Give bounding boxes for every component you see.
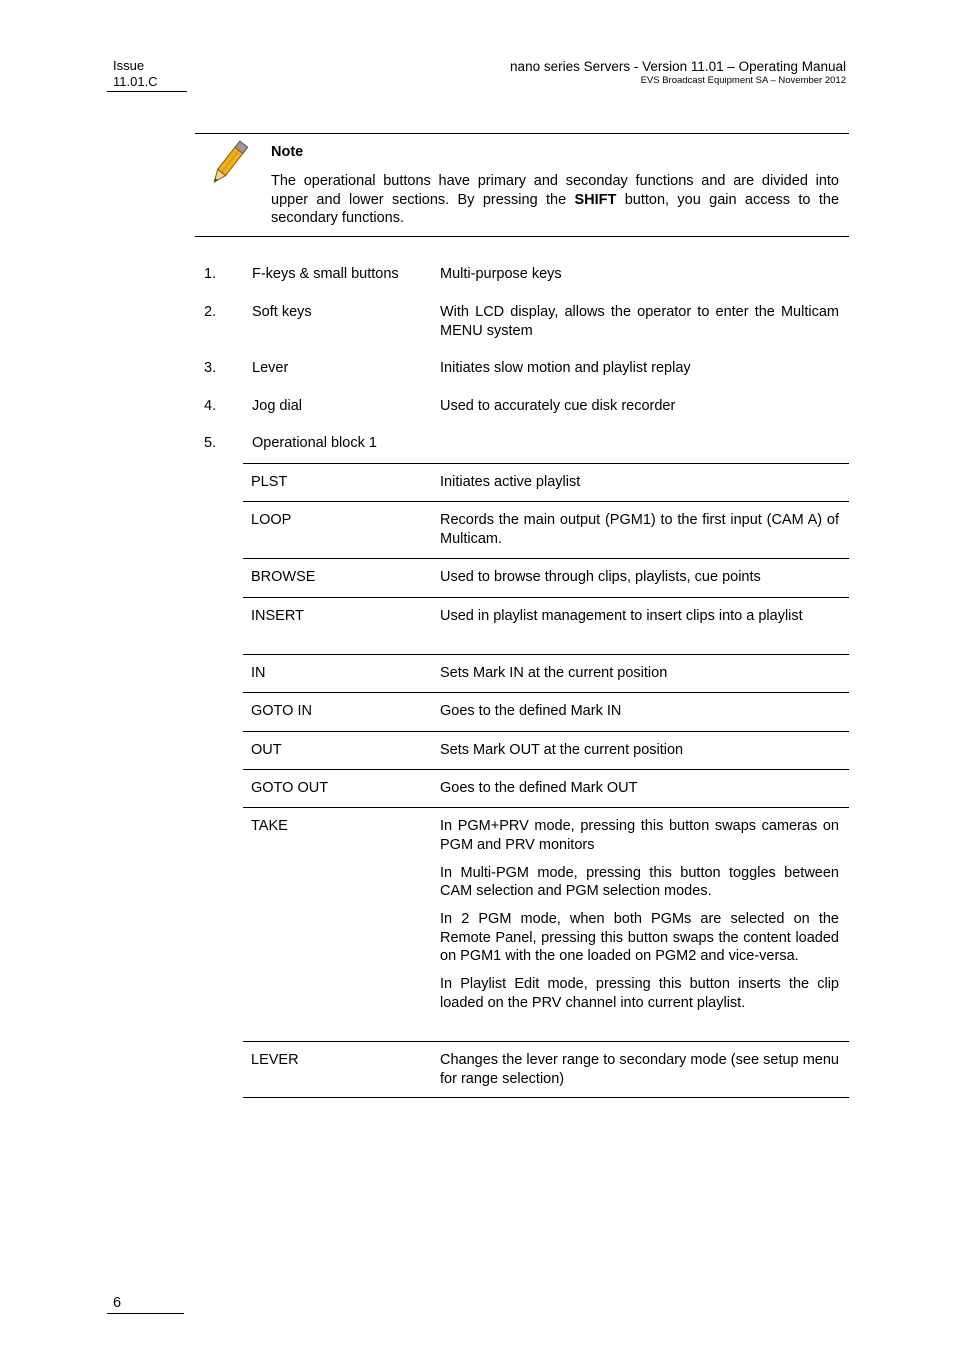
page-number: 6 (107, 1294, 184, 1314)
list-term: Jog dial (252, 398, 302, 414)
description-paragraph: Used to browse through clips, playlists, cue points (440, 569, 761, 585)
list-number: 2. (204, 304, 217, 320)
table-row (243, 502, 849, 559)
pencil-icon (203, 140, 251, 188)
note-title: Note (271, 144, 304, 160)
list-desc: Multi-purpose keys (440, 266, 562, 282)
operational-block-table (243, 463, 849, 1098)
table-row (243, 808, 849, 1042)
list-term: Soft keys (252, 304, 312, 320)
description-paragraph: Sets Mark IN at the current position (440, 665, 668, 681)
description-paragraph: Goes to the defined Mark IN (440, 703, 622, 719)
list-term: Lever (252, 360, 289, 376)
note-text-after: button, you gain access to the secondary functions. (271, 191, 840, 226)
description-paragraph: In PGM+PRV mode, pressing this button swaps cameras on PGM and PRV monitors (440, 818, 839, 853)
feature-list (204, 265, 849, 454)
list-item (204, 397, 849, 434)
description-paragraph: Used in playlist management to insert clips into a playlist (440, 608, 803, 624)
button-description (440, 779, 839, 807)
button-name: INSERT (251, 608, 304, 624)
table-row (243, 693, 849, 732)
button-description (440, 1051, 839, 1098)
description-paragraph: Records the main output (PGM1) to the first input (CAM A) of Multicam. (440, 512, 839, 547)
table-row (243, 559, 849, 598)
list-desc: Used to accurately cue disk recorder (440, 398, 676, 414)
list-item (204, 303, 849, 359)
note-text-before: The operational buttons have primary and seconday functions and are divided into upper and lower sections. By pressing the (271, 173, 839, 208)
manual-subtitle: EVS Broadcast Equipment SA – November 2012 (640, 75, 846, 86)
button-name: LEVER (251, 1052, 299, 1068)
button-name: GOTO IN (251, 703, 312, 719)
description-paragraph: In Multi-PGM mode, pressing this button toggles between CAM selection and PGM selection modes. (440, 864, 839, 899)
button-name: IN (251, 665, 266, 681)
list-number: 1. (204, 266, 217, 282)
issue-label: Issue (113, 58, 145, 73)
button-name: TAKE (251, 818, 288, 834)
description-paragraph: Initiates active playlist (440, 474, 581, 490)
list-number: 4. (204, 398, 217, 414)
list-item (204, 359, 849, 397)
list-number: 3. (204, 360, 217, 376)
note-text (271, 172, 839, 228)
list-desc: With LCD display, allows the operator to enter the Multicam MENU system (440, 304, 839, 339)
button-description (440, 817, 839, 1022)
button-name: GOTO OUT (251, 780, 329, 796)
button-description (440, 741, 839, 769)
table-row (243, 1042, 849, 1098)
issue-block (107, 58, 187, 92)
description-paragraph: Sets Mark OUT at the current position (440, 742, 684, 758)
list-term: Operational block 1 (252, 435, 377, 451)
list-term: F-keys & small buttons (252, 266, 399, 282)
button-description (440, 607, 839, 635)
list-item (204, 265, 849, 303)
table-row (243, 598, 849, 655)
note-box (195, 133, 849, 237)
table-row (243, 464, 849, 502)
button-name: LOOP (251, 512, 292, 528)
description-paragraph: In 2 PGM mode, when both PGMs are selected on the Remote Panel, pressing this button swaps the content loaded on PGM1 with the one loaded on PGM2 and vice-versa. (440, 911, 839, 964)
list-item (204, 434, 849, 454)
button-description (440, 511, 839, 558)
button-description (440, 568, 839, 596)
list-desc: Initiates slow motion and playlist replay (440, 360, 691, 376)
header-right (510, 58, 846, 86)
issue-number: 11.01.C (113, 74, 158, 89)
table-row (243, 770, 849, 808)
description-paragraph: In Playlist Edit mode, pressing this button inserts the clip loaded on the PRV channel into current playlist. (440, 976, 839, 1011)
table-row (243, 732, 849, 770)
description-paragraph: Goes to the defined Mark OUT (440, 780, 638, 796)
button-name: PLST (251, 474, 288, 490)
button-description (440, 664, 839, 692)
button-description (440, 702, 839, 730)
list-number: 5. (204, 435, 217, 451)
note-text-shift: SHIFT (574, 191, 617, 208)
table-row (243, 655, 849, 693)
description-paragraph: Changes the lever range to secondary mode (see setup menu for range selection) (440, 1052, 839, 1087)
button-description (440, 473, 839, 501)
button-name: BROWSE (251, 569, 316, 585)
manual-title: nano series Servers - Version 11.01 – Operating Manual (510, 59, 846, 74)
button-name: OUT (251, 742, 282, 758)
